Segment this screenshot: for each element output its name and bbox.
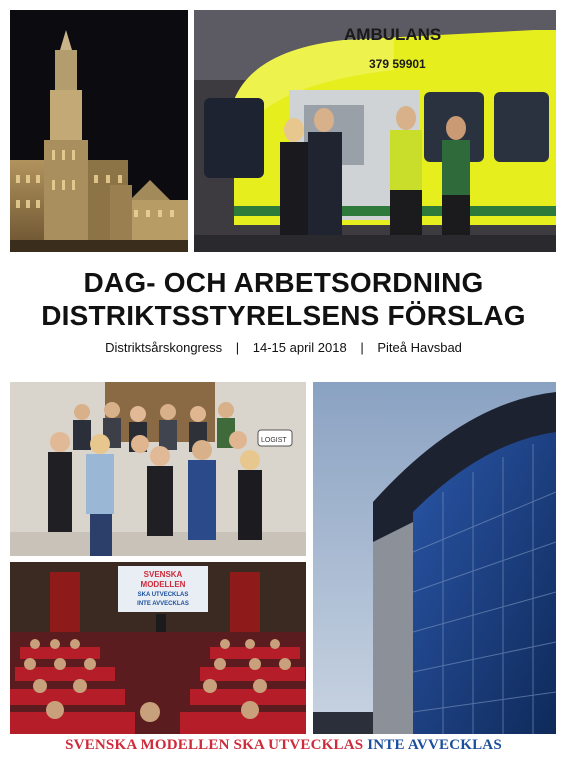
- door-sign: LOGIST: [261, 437, 287, 444]
- photo-audience: [10, 562, 306, 734]
- building-illustration: [313, 382, 556, 734]
- city-hall-illustration: [10, 10, 188, 252]
- helicopter-registration: 379 59901: [369, 57, 426, 71]
- helicopter-illustration: [194, 10, 556, 252]
- footer-slogan-part-1: SVENSKA MODELLEN SKA UTVECKLAS: [65, 737, 364, 753]
- event-details: [0, 340, 567, 355]
- footer-slogan: [0, 737, 567, 754]
- photo-ambulance-helicopter: [194, 10, 556, 252]
- audience-illustration: [10, 562, 306, 734]
- screen-slide-line-1: SVENSKA: [143, 570, 183, 579]
- group-illustration: [10, 382, 306, 556]
- footer-slogan-part-2: INTE AVVECKLAS: [367, 737, 502, 753]
- helicopter-ambulans-label: AMBULANS: [344, 25, 442, 44]
- event-date: 14-15 april 2018: [252, 340, 347, 355]
- separator: |: [360, 340, 364, 355]
- event-name: Distriktsårskongress: [105, 340, 223, 355]
- separator: |: [235, 340, 240, 355]
- photo-group: [10, 382, 306, 556]
- photo-city-hall-night: [10, 10, 188, 252]
- screen-slide-line-2: MODELLEN: [140, 580, 186, 589]
- title-line-1: DAG- OCH ARBETSORDNING: [83, 267, 484, 298]
- screen-slide-line-3: SKA UTVECKLAS: [137, 592, 189, 598]
- title-block: [0, 266, 567, 355]
- event-venue: Piteå Havsbad: [377, 340, 462, 355]
- screen-slide-line-4: INTE AVVECKLAS: [137, 601, 189, 607]
- title-line-2: DISTRIKTSSTYRELSENS FÖRSLAG: [41, 300, 526, 331]
- photo-building: [313, 382, 556, 734]
